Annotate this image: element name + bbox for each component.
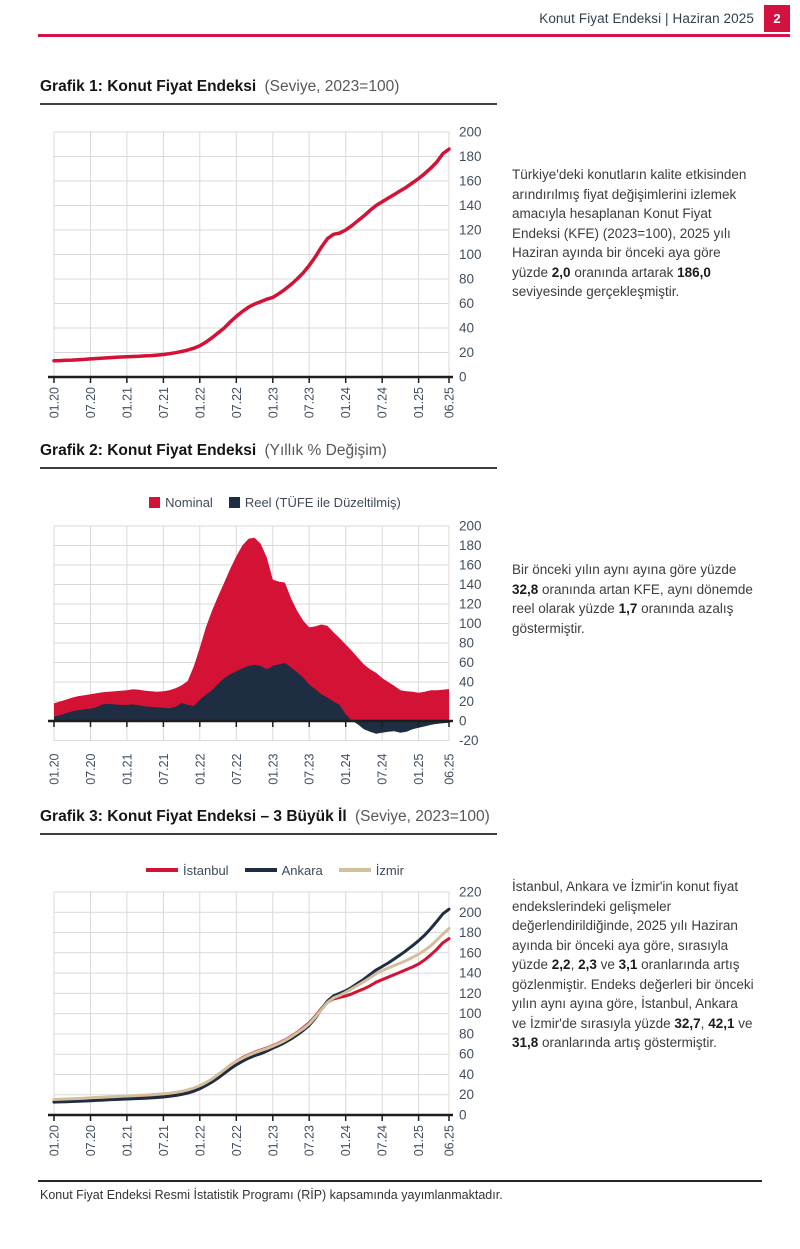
- svg-text:20: 20: [459, 694, 475, 709]
- page-footer: [38, 1180, 762, 1202]
- svg-text:01.23: 01.23: [266, 387, 281, 419]
- svg-text:07.22: 07.22: [229, 387, 244, 419]
- istanbul-line-swatch-icon: [146, 868, 178, 872]
- legend-label-istanbul: İstanbul: [183, 862, 229, 878]
- svg-text:01.24: 01.24: [339, 387, 354, 419]
- grafik1-section: [40, 0, 800, 424]
- svg-text:07.20: 07.20: [84, 1125, 98, 1157]
- legend-item-istanbul: [146, 863, 229, 878]
- grafik3-note: İstanbul, Ankara ve İzmir'in konut fiyat endekslerindeki gelişmeler değerlendirildiğinde, 2025 yılı Haziran ayında bir önceki aya göre, sırasıyla yüzde 2,2, 2,3 ve 3,1 oranlarında artış gözlenmiştir. Endeks değerleri bir önceki yılın aynı ayına göre, İstanbul, Ankara ve İzmir'de sırasıyla yüzde 32,7, 42,1 ve 31,8 oranlarında artış göstermiştir.: [512, 879, 754, 1050]
- svg-text:07.20: 07.20: [84, 387, 98, 419]
- svg-text:07.23: 07.23: [302, 387, 317, 419]
- svg-text:80: 80: [459, 1026, 475, 1042]
- svg-text:01.20: 01.20: [47, 1125, 62, 1157]
- svg-text:100: 100: [459, 247, 482, 262]
- svg-text:06.25: 06.25: [442, 387, 457, 419]
- svg-text:01.22: 01.22: [193, 753, 208, 785]
- svg-text:01.25: 01.25: [412, 1125, 427, 1157]
- svg-text:140: 140: [459, 198, 482, 213]
- svg-text:01.21: 01.21: [120, 753, 135, 785]
- svg-text:07.23: 07.23: [302, 1125, 317, 1157]
- svg-text:60: 60: [459, 1046, 475, 1062]
- svg-text:180: 180: [459, 149, 482, 164]
- svg-text:120: 120: [459, 222, 482, 238]
- svg-text:01.20: 01.20: [47, 753, 62, 785]
- grafik3-title: Grafik 3: Konut Fiyat Endeksi – 3 Büyük İl (Seviye, 2023=100): [40, 808, 497, 835]
- svg-text:06.25: 06.25: [442, 1125, 457, 1157]
- svg-text:220: 220: [459, 886, 482, 900]
- svg-text:01.21: 01.21: [120, 1125, 135, 1157]
- legend-label-ankara: Ankara: [281, 862, 323, 878]
- ankara-line-swatch-icon: [245, 868, 277, 872]
- grafik2-area-chart: [40, 514, 510, 802]
- grafik3-chart-area: [40, 835, 510, 1174]
- grafik2-chart-area: [40, 469, 510, 802]
- svg-text:07.22: 07.22: [229, 1125, 244, 1157]
- svg-text:40: 40: [459, 674, 475, 690]
- svg-text:07.24: 07.24: [375, 1125, 390, 1157]
- svg-text:0: 0: [459, 1107, 467, 1123]
- svg-text:20: 20: [459, 345, 475, 360]
- svg-text:200: 200: [459, 518, 482, 534]
- grafik3-legend: [40, 861, 510, 879]
- svg-text:01.25: 01.25: [412, 753, 427, 785]
- page-header: [539, 5, 790, 32]
- legend-label-reel: Reel (TÜFE ile Düzeltilmiş): [244, 494, 401, 510]
- svg-text:20: 20: [459, 1087, 475, 1103]
- svg-text:06.25: 06.25: [442, 753, 457, 785]
- svg-text:80: 80: [459, 635, 475, 651]
- svg-text:01.24: 01.24: [339, 753, 354, 785]
- svg-text:07.24: 07.24: [375, 387, 390, 419]
- grafik2-legend: [40, 493, 510, 511]
- svg-text:01.24: 01.24: [339, 1125, 354, 1157]
- reel-swatch-icon: [229, 497, 240, 508]
- svg-text:160: 160: [459, 173, 482, 189]
- footer-text: Konut Fiyat Endeksi Resmi İstatistik Programı (RİP) kapsamında yayımlanmaktadır.: [40, 1188, 503, 1202]
- svg-text:07.24: 07.24: [375, 753, 390, 785]
- svg-text:60: 60: [459, 296, 475, 311]
- svg-text:120: 120: [459, 985, 482, 1001]
- svg-text:07.22: 07.22: [229, 753, 244, 785]
- report-title: Konut Fiyat Endeksi | Haziran 2025: [539, 11, 754, 26]
- legend-label-nominal: Nominal: [165, 494, 213, 510]
- svg-text:01.22: 01.22: [193, 1125, 208, 1157]
- svg-text:07.20: 07.20: [84, 753, 98, 785]
- svg-text:100: 100: [459, 616, 482, 631]
- svg-text:40: 40: [459, 1067, 475, 1082]
- grafik3-section: [40, 808, 800, 1174]
- page-number-badge: 2: [764, 5, 790, 32]
- grafik2-note: Bir önceki yılın aynı ayına göre yüzde 32,8 oranında artan KFE, aynı dönemde reel olarak yüzde 1,7 oranında azalış göstermiştir.: [512, 562, 753, 636]
- svg-text:01.20: 01.20: [47, 387, 62, 419]
- nominal-swatch-icon: [149, 497, 160, 508]
- svg-text:200: 200: [459, 124, 482, 140]
- svg-text:-20: -20: [459, 733, 479, 748]
- svg-text:160: 160: [459, 557, 482, 573]
- svg-text:180: 180: [459, 925, 482, 940]
- header-rule: [38, 34, 790, 37]
- legend-item-ankara: [245, 863, 323, 878]
- svg-text:07.21: 07.21: [156, 1125, 171, 1157]
- svg-text:180: 180: [459, 538, 482, 553]
- grafik1-line-chart: [40, 112, 510, 424]
- svg-text:140: 140: [459, 577, 482, 592]
- svg-text:07.21: 07.21: [156, 753, 171, 785]
- grafik2-section: [40, 442, 800, 802]
- svg-text:40: 40: [459, 320, 475, 336]
- grafik3-line-chart: [40, 886, 510, 1174]
- svg-text:07.23: 07.23: [302, 753, 317, 785]
- svg-text:0: 0: [459, 713, 467, 729]
- svg-text:80: 80: [459, 271, 475, 287]
- grafik1-title: Grafik 1: Konut Fiyat Endeksi (Seviye, 2023=100): [40, 78, 497, 105]
- svg-text:100: 100: [459, 1006, 482, 1022]
- svg-text:01.25: 01.25: [412, 387, 427, 419]
- svg-text:60: 60: [459, 655, 475, 670]
- legend-item-izmir: [339, 863, 404, 878]
- svg-text:01.23: 01.23: [266, 753, 281, 785]
- svg-text:01.22: 01.22: [193, 387, 208, 419]
- grafik2-title: Grafik 2: Konut Fiyat Endeksi (Yıllık % Değişim): [40, 442, 497, 469]
- svg-text:07.21: 07.21: [156, 387, 171, 419]
- svg-text:120: 120: [459, 596, 482, 612]
- legend-label-izmir: İzmir: [375, 862, 404, 878]
- svg-text:160: 160: [459, 945, 482, 961]
- svg-text:140: 140: [459, 965, 482, 981]
- grafik1-chart-area: [40, 105, 510, 424]
- legend-item-reel: [229, 495, 401, 510]
- svg-text:200: 200: [459, 904, 482, 920]
- grafik1-note: Türkiye'deki konutların kalite etkisinden arındırılmış fiyat değişimlerini izlemek amacıyla hesaplanan Konut Fiyat Endeksi (KFE) (2023=100), 2025 yılı Haziran ayında bir önceki aya göre yüzde 2,0 oranında artarak 186,0 seviyesinde gerçekleşmiştir.: [512, 167, 747, 299]
- svg-text:0: 0: [459, 369, 467, 385]
- svg-text:01.23: 01.23: [266, 1125, 281, 1157]
- legend-item-nominal: [149, 495, 213, 510]
- svg-text:01.21: 01.21: [120, 387, 135, 419]
- izmir-line-swatch-icon: [339, 868, 371, 872]
